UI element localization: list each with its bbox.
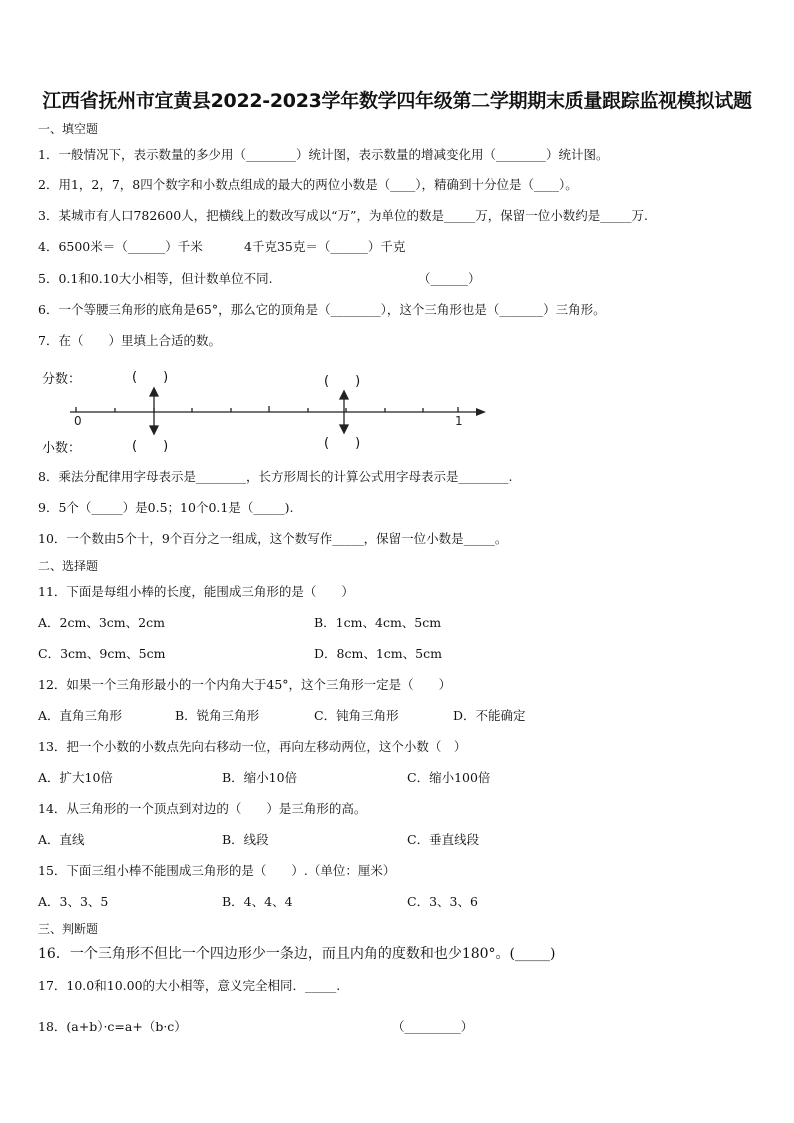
q11-option-c: C．3cm、9cm、5cm bbox=[38, 646, 166, 661]
question-14: 14．从三角形的一个顶点到对边的（ ）是三角形的高。 bbox=[38, 801, 367, 816]
decimal-blank-2: ( ) bbox=[324, 436, 361, 451]
question-15: 15．下面三组小棒不能围成三角形的是（ ）.（单位：厘米） bbox=[38, 863, 396, 878]
section-heading-fill-in: 一、填空题 bbox=[38, 122, 99, 136]
question-4a: 4．6500米＝（______）千米 bbox=[38, 239, 203, 254]
question-17: 17．10.0和10.00的大小相等，意义完全相同．_____. bbox=[38, 978, 341, 993]
decimal-blank-1: ( ) bbox=[132, 439, 169, 454]
number-line-figure bbox=[36, 362, 496, 457]
fraction-blank-2: ( ) bbox=[324, 374, 361, 389]
question-1: 1．一般情况下，表示数量的多少用（________）统计图，表示数量的增减变化用（________）统计图。 bbox=[38, 147, 609, 162]
fraction-label: 分数： bbox=[42, 372, 82, 387]
question-10: 10．一个数由5个十，9个百分之一组成，这个数写作_____，保留一位小数是_____。 bbox=[38, 531, 508, 546]
axis-arrowhead bbox=[476, 408, 486, 416]
q11-option-b: B．1cm、4cm、5cm bbox=[314, 615, 442, 630]
section-heading-multiple-choice: 二、选择题 bbox=[38, 559, 99, 573]
q14-option-a: A．直线 bbox=[38, 832, 85, 847]
q12-option-a: A．直角三角形 bbox=[38, 708, 123, 723]
tick-label-0: 0 bbox=[74, 414, 82, 428]
question-8: 8．乘法分配律用字母表示是________，长方形周长的计算公式用字母表示是________. bbox=[38, 469, 513, 484]
question-3: 3．某城市有人口782600人，把横线上的数改写成以“万”，为单位的数是_____万，保留一位小数约是_____万. bbox=[38, 208, 648, 223]
arrow-markers bbox=[150, 388, 348, 434]
section-heading-true-false: 三、判断题 bbox=[38, 922, 99, 936]
question-4b: 4千克35克＝（______）千克 bbox=[244, 239, 406, 254]
q15-option-c: C．3、3、6 bbox=[407, 894, 478, 909]
question-6: 6．一个等腰三角形的底角是65°，那么它的顶角是（________），这个三角形也是（_______）三角形。 bbox=[38, 302, 606, 317]
question-13: 13．把一个小数的小数点先向右移动一位，再向左移动两位，这个小数（ ） bbox=[38, 739, 467, 754]
q11-option-d: D．8cm、1cm、5cm bbox=[314, 646, 442, 661]
q11-option-a: A．2cm、3cm、2cm bbox=[38, 615, 165, 630]
question-11: 11．下面是每组小棒的长度，能围成三角形的是（ ） bbox=[38, 584, 354, 599]
q14-option-b: B．线段 bbox=[222, 832, 269, 847]
q15-option-a: A．3、3、5 bbox=[38, 894, 109, 909]
q13-option-a: A．扩大10倍 bbox=[38, 770, 113, 785]
answer-blank-5: （______） bbox=[418, 271, 481, 286]
question-5: 5．0.1和0.10大小相等，但计数单位不同. bbox=[38, 271, 273, 286]
number-line-svg bbox=[36, 362, 496, 457]
question-12: 12．如果一个三角形最小的一个内角大于45°，这个三角形一定是（ ） bbox=[38, 677, 452, 692]
fraction-blank-1: ( ) bbox=[132, 370, 169, 385]
q13-option-b: B．缩小10倍 bbox=[222, 770, 298, 785]
axis-ticks bbox=[76, 406, 458, 412]
page-title: 江西省抚州市宜黄县2022-2023学年数学四年级第二学期期末质量跟踪监视模拟试题 bbox=[42, 90, 752, 112]
tick-label-1: 1 bbox=[455, 414, 463, 428]
answer-blank-18: （_________） bbox=[392, 1019, 474, 1034]
q12-option-d: D．不能确定 bbox=[453, 708, 526, 723]
question-16: 16．一个三角形不但比一个四边形少一条边，而且内角的度数和也少180°。(_____) bbox=[38, 946, 556, 962]
question-18: 18．(a+b）·c=a+（b·c） bbox=[38, 1019, 187, 1034]
q12-option-b: B．锐角三角形 bbox=[175, 708, 260, 723]
decimal-label: 小数： bbox=[42, 441, 82, 456]
q14-option-c: C．垂直线段 bbox=[407, 832, 480, 847]
q12-option-c: C．钝角三角形 bbox=[314, 708, 399, 723]
question-9: 9．5个（_____）是0.5；10个0.1是（_____). bbox=[38, 500, 294, 515]
q15-option-b: B．4、4、4 bbox=[222, 894, 293, 909]
question-2: 2．用1，2，7，8四个数字和小数点组成的最大的两位小数是（____），精确到十分位是（____）。 bbox=[38, 177, 578, 192]
q13-option-c: C．缩小100倍 bbox=[407, 770, 491, 785]
question-7: 7．在（ ）里填上合适的数。 bbox=[38, 333, 221, 348]
